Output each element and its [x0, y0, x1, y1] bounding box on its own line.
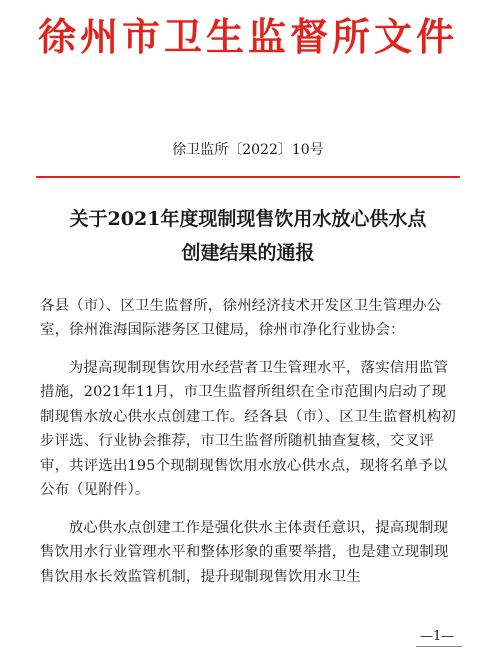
- red-divider: [36, 176, 460, 178]
- title-line-2: 创建结果的通报: [181, 242, 315, 264]
- document-number: 徐卫监所〔2022〕10号: [172, 142, 324, 158]
- paragraph-2: 放心供水点创建工作是强化供水主体责任意识，提高现制现售饮用水行业管理水平和整体形象的重要举措，也是建立现制现售饮用水长效监管机制，提升现制现售饮用水卫生: [40, 520, 449, 585]
- page-number: —1—: [420, 629, 455, 644]
- paragraph-1: 为提高现制现售饮用水经营者卫生管理水平，落实信用监管措施，2021年11月，市卫生监督所组织在全市范围内启动了现制现售水放心供水点创建工作。经各县（市）、区卫生监督机构初步评选、行业协会推荐，市卫生监督所随机抽查复核，交叉评审，共评选出195个现制现售饮用水放心供水点，现将名单予以公布（见附件）。: [40, 360, 456, 499]
- page-number-underline: [416, 646, 462, 647]
- title-line-1: 关于2021年度现制现售饮用水放心供水点: [69, 208, 427, 230]
- document-header: 徐州市卫生监督所文件: [37, 14, 458, 59]
- addressee: 各县（市）、区卫生监督所，徐州经济技术开发区卫生管理办公室，徐州淮海国际港务区卫健局，徐州市净化行业协会：: [40, 298, 442, 339]
